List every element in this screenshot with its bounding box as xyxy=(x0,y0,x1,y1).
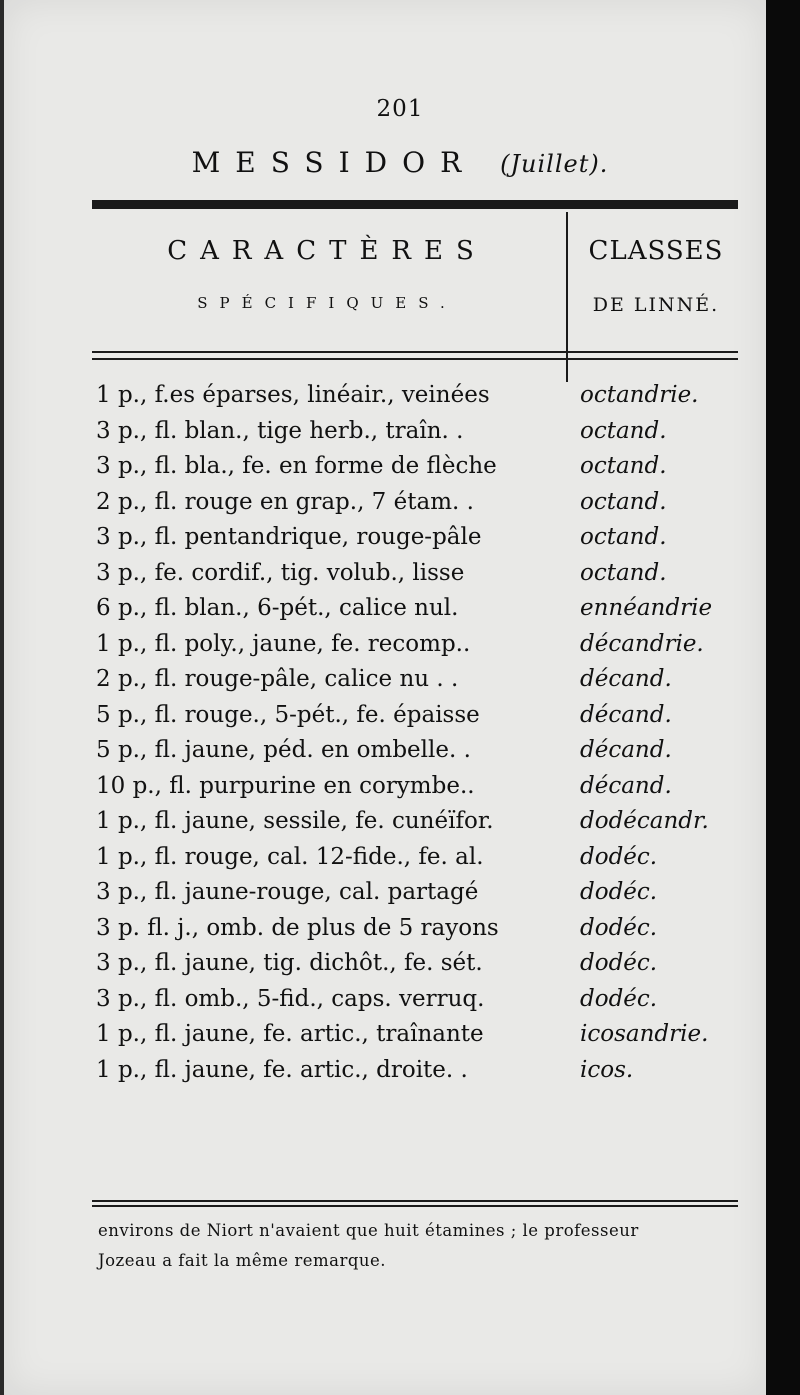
linnaean-class: octand. xyxy=(580,559,667,586)
table-row xyxy=(96,982,756,1018)
species-characters: 3 p., fl. bla., fe. en forme de flèche xyxy=(96,453,497,479)
species-characters: 3 p., fl. jaune-rouge, cal. partagé xyxy=(96,879,479,905)
species-characters: 1 p., fl. jaune, fe. artic., traînante xyxy=(96,1021,484,1047)
species-characters: 3 p. fl. j., omb. de plus de 5 rayons xyxy=(96,914,499,941)
species-characters: 2 p., fl. rouge-pâle, calice nu . . xyxy=(96,666,459,692)
species-characters: 1 p., fl. jaune, fe. artic., droite. . xyxy=(96,1056,468,1083)
species-characters: 1 p., fl. rouge, cal. 12-fide., fe. al. xyxy=(96,843,484,870)
header-characters: CARACTÈRES xyxy=(167,236,487,266)
table-row xyxy=(96,520,756,556)
linnaean-class: ennéandrie xyxy=(580,595,713,621)
table-row xyxy=(96,449,756,485)
species-characters: 1 p., fl. poly., jaune, fe. recomp.. xyxy=(96,630,471,657)
table-row xyxy=(96,414,756,450)
species-characters: 5 p., fl. rouge., 5-pét., fe. épaisse xyxy=(96,701,480,728)
linnaean-class: décand. xyxy=(580,737,672,763)
table-row xyxy=(96,698,756,734)
species-characters: 6 p., fl. blan., 6-pét., calice nul. xyxy=(96,595,459,621)
header-rule-2 xyxy=(92,358,738,360)
linnaean-class: dodéc. xyxy=(580,879,658,905)
linnaean-class: icosandrie. xyxy=(580,1021,709,1047)
page-title xyxy=(0,146,800,179)
table-row xyxy=(96,1053,756,1089)
header-specific: SPÉCIFIQUES. xyxy=(197,294,457,312)
linnaean-class: octandrie. xyxy=(580,382,699,408)
table-row xyxy=(96,556,756,592)
table-row xyxy=(96,804,756,840)
table-row xyxy=(96,875,756,911)
page-number: 201 xyxy=(376,96,424,122)
linnaean-class: décandrie. xyxy=(580,630,704,657)
table-row xyxy=(96,1017,756,1053)
linnaean-class: icos. xyxy=(580,1056,634,1083)
species-characters: 3 p., fl. omb., 5-fid., caps. verruq. xyxy=(96,985,485,1012)
species-characters: 2 p., fl. rouge en grap., 7 étam. . xyxy=(96,488,474,515)
species-characters: 1 p., f.es éparses, linéair., veinées xyxy=(96,382,490,408)
header-linne: DE LINNÉ. xyxy=(592,294,720,316)
header-classes: CLASSES xyxy=(588,236,724,266)
linnaean-class: octand. xyxy=(580,524,667,550)
species-characters: 3 p., fl. blan., tige herb., traîn. . xyxy=(96,417,464,444)
linnaean-class: dodécandr. xyxy=(580,808,709,834)
table-row xyxy=(96,840,756,876)
species-characters: 10 p., fl. purpurine en corymbe.. xyxy=(96,772,475,799)
species-characters: 3 p., fl. jaune, tig. dichôt., fe. sét. xyxy=(96,950,483,976)
table-row xyxy=(96,378,756,414)
footnote xyxy=(98,1216,743,1276)
linnaean-class: octand. xyxy=(580,488,667,515)
table-row xyxy=(96,769,756,805)
top-rule xyxy=(92,200,738,209)
species-characters: 3 p., fe. cordif., tig. volub., lisse xyxy=(96,559,465,586)
linnaean-class: décand. xyxy=(580,666,672,692)
table-row xyxy=(96,627,756,663)
footnote-line: Jozeau a fait la même remarque. xyxy=(98,1251,387,1270)
linnaean-class: décand. xyxy=(580,701,672,728)
month-subtitle: (Juillet). xyxy=(500,150,609,178)
table-row xyxy=(96,591,756,627)
month-name: MESSIDOR xyxy=(191,146,477,179)
linnaean-class: dodéc. xyxy=(580,985,658,1012)
linnaean-class: dodéc. xyxy=(580,843,658,870)
table-row xyxy=(96,946,756,982)
linnaean-class: décand. xyxy=(580,772,672,799)
table-row xyxy=(96,662,756,698)
linnaean-class: octand. xyxy=(580,453,667,479)
table-row xyxy=(96,911,756,947)
column-divider xyxy=(566,212,568,382)
species-characters: 3 p., fl. pentandrique, rouge-pâle xyxy=(96,524,482,550)
table-row xyxy=(96,733,756,769)
linnaean-class: dodéc. xyxy=(580,914,658,941)
bottom-rule-1 xyxy=(92,1200,738,1202)
linnaean-class: dodéc. xyxy=(580,950,658,976)
linnaean-class: octand. xyxy=(580,417,667,444)
table-row xyxy=(96,485,756,521)
bottom-rule-2 xyxy=(92,1205,738,1207)
species-table xyxy=(96,378,756,1088)
scan-border xyxy=(766,0,800,1395)
footnote-line: environs de Niort n'avaient que huit étamines ; le professeur xyxy=(98,1221,639,1240)
species-characters: 5 p., fl. jaune, péd. en ombelle. . xyxy=(96,737,471,763)
species-characters: 1 p., fl. jaune, sessile, fe. cunéïfor. xyxy=(96,808,494,834)
header-rule-1 xyxy=(92,351,738,353)
